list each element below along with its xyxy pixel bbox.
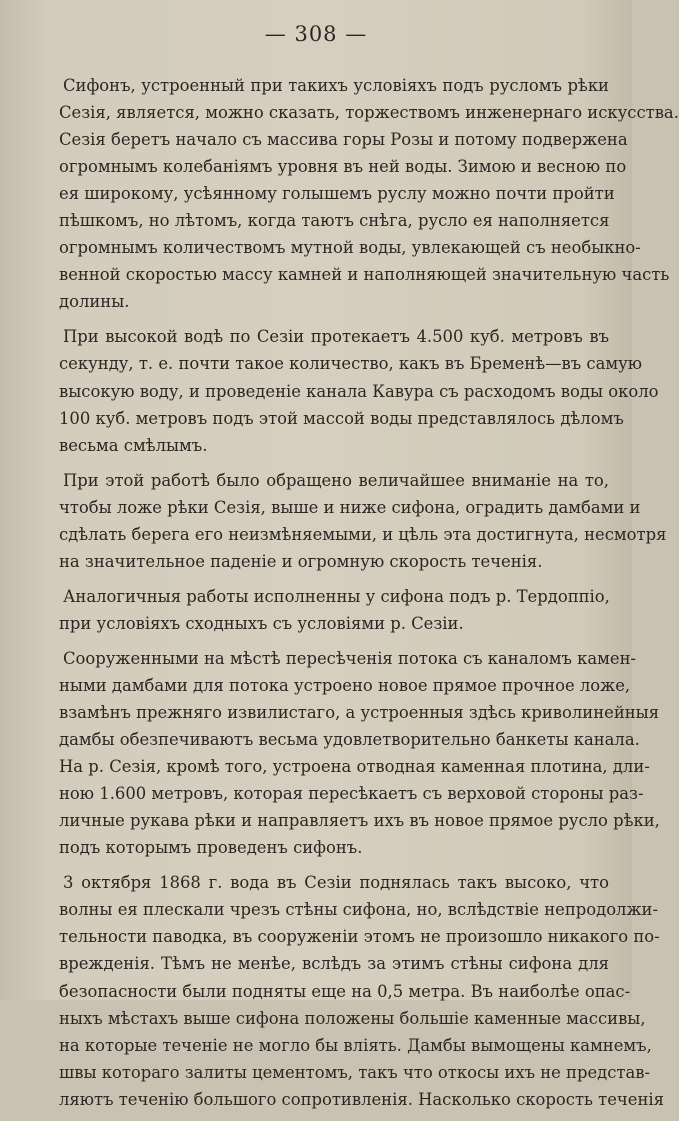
text-line: сдѣлать берега его неизмѣняемыми, и цѣль эта достигнута, несмотря xyxy=(59,524,667,544)
paragraph-6 xyxy=(59,869,664,1112)
text-line: 3 октября 1868 г. вода въ Сезіи поднялась такъ высоко, что xyxy=(63,873,609,893)
text-line: Аналогичныя работы исполненны у сифона подъ р. Тердоппіо, xyxy=(63,586,610,606)
paragraph-2 xyxy=(59,323,659,458)
text-line: Сифонъ, устроенный при такихъ условіяхъ подъ русломъ рѣки xyxy=(63,76,609,95)
text-line: секунду, т. е. почти такое количество, какъ въ Бременѣ—въ самую xyxy=(59,354,643,374)
text-line: на значительное паденіе и огромную скорость теченія. xyxy=(59,551,543,571)
text-line: ляютъ теченію большого сопротивленія. Насколько скорость теченія xyxy=(59,1089,664,1109)
text-line: При высокой водѣ по Сезіи протекаетъ 4.500 куб. метровъ въ xyxy=(63,327,609,347)
body-text xyxy=(59,72,679,1121)
text-line: волны ея плескали чрезъ стѣны сифона, но, вслѣдствіе непродолжи- xyxy=(59,900,659,920)
text-line: швы котораго залиты цементомъ, такъ что откосы ихъ не представ- xyxy=(59,1062,651,1082)
text-line: пѣшкомъ, но лѣтомъ, когда таютъ снѣга, русло ея наполняется xyxy=(59,211,610,231)
text-line: дамбы обезпечиваютъ весьма удовлетворительно банкеты канала. xyxy=(59,730,640,750)
paragraph-4 xyxy=(59,583,609,637)
text-line: тельности паводка, въ сооруженіи этомъ не произошло никакого по- xyxy=(59,927,660,947)
page-number: — 308 — xyxy=(264,22,368,46)
text-line: ною 1.600 метровъ, которая пересѣкаетъ съ верховой стороны раз- xyxy=(59,784,644,804)
text-line: личные рукава рѣки и направляетъ ихъ въ новое прямое русло рѣки, xyxy=(59,811,660,831)
text-line: взамѣнъ прежняго извилистаго, а устроенныя здѣсь криволинейныя xyxy=(59,703,660,723)
text-line: на которые теченіе не могло бы вліять. Дамбы вымощены камнемъ, xyxy=(59,1035,652,1055)
text-line: ныхъ мѣстахъ выше сифона положены большіе каменные массивы, xyxy=(59,1008,646,1028)
text-line: огромнымъ количествомъ мутной воды, увлекающей съ необыкно- xyxy=(59,238,641,258)
text-line: 100 куб. метровъ подъ этой массой воды представлялось дѣломъ xyxy=(59,408,624,428)
text-line: подъ которымъ проведенъ сифонъ. xyxy=(59,838,363,858)
text-line: долины. xyxy=(59,292,130,312)
text-line: чтобы ложе рѣки Сезія, выше и ниже сифона, оградить дамбами и xyxy=(59,497,641,517)
text-line: весьма смѣлымъ. xyxy=(59,435,208,455)
text-line: при условіяхъ сходныхъ съ условіями р. Сезіи. xyxy=(59,613,464,633)
text-line: Сезія беретъ начало съ массива горы Розы и потому подвержена xyxy=(59,130,628,150)
text-line: огромнымъ колебаніямъ уровня въ ней воды. Зимою и весною по xyxy=(59,157,627,177)
paragraph-5 xyxy=(59,645,660,861)
text-line: Сезія, является, можно сказать, торжествомъ инженернаго искусства. xyxy=(59,103,679,123)
text-line: ея широкому, усѣянному голышемъ руслу можно почти пройти xyxy=(59,184,615,204)
text-line: венной скоростью массу камней и наполняющей значительную часть xyxy=(59,265,670,285)
paragraph-1 xyxy=(59,72,679,315)
text-line: На р. Сезія, кромѣ того, устроена отводная каменная плотина, дли- xyxy=(59,757,650,777)
text-line: Сооруженными на мѣстѣ пересѣченія потока съ каналомъ камен- xyxy=(63,648,637,668)
text-line: высокую воду, и проведеніе канала Кавура съ расходомъ воды около xyxy=(59,381,659,401)
paragraph-3 xyxy=(59,467,667,575)
text-line: ными дамбами для потока устроено новое прямое прочное ложе, xyxy=(59,675,631,695)
text-line: врежденія. Тѣмъ не менѣе, вслѣдъ за этимъ стѣны сифона для xyxy=(59,954,609,974)
text-line: безопасности были подняты еще на 0,5 метра. Въ наиболѣе опас- xyxy=(59,981,631,1001)
text-line: При этой работѣ было обращено величайшее вниманіе на то, xyxy=(63,470,609,490)
